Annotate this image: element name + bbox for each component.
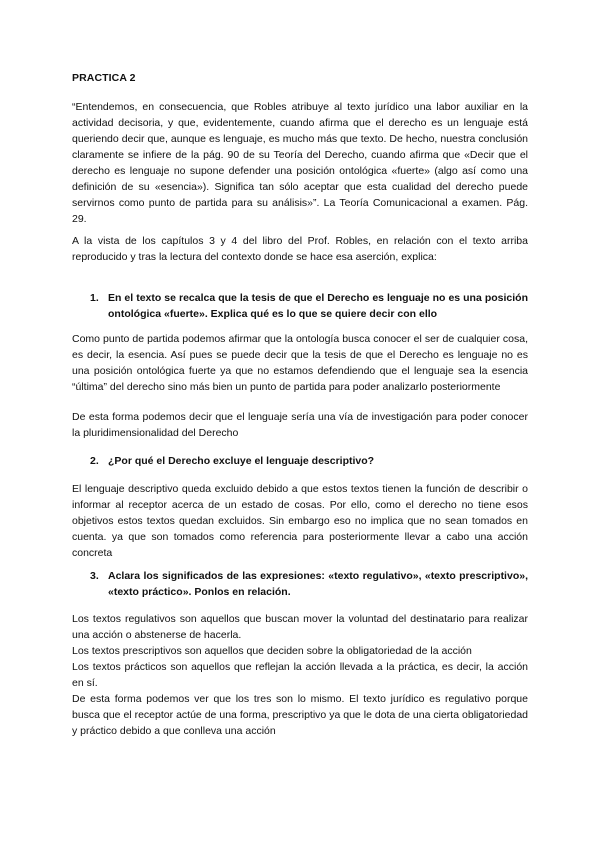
answer-1-paragraph-2: De esta forma podemos decir que el lenguaje sería una vía de investigación para poder conocer la pluridimensionalidad del Derecho xyxy=(72,411,528,439)
question-1 xyxy=(90,290,528,322)
answer-3-paragraph-4: De esta forma podemos ver que los tres son lo mismo. El texto jurídico es regulativo porque busca que el receptor actúe de una forma, prescriptivo ya que le dota de una cierta obligatoriedad y práctico debido a que conlleva una acción xyxy=(72,693,528,737)
question-number: 1. xyxy=(90,292,99,304)
intro-instruction: A la vista de los capítulos 3 y 4 del libro del Prof. Robles, en relación con el texto arriba reproducido y tras la lectura del contexto donde se hace esa aserción, explica: xyxy=(72,235,528,263)
question-text: ¿Por qué el Derecho excluye el lenguaje descriptivo? xyxy=(108,455,375,467)
question-2 xyxy=(90,453,528,469)
answer-2-paragraph-1: El lenguaje descriptivo queda excluido debido a que estos textos tienen la función de describir o informar al receptor acerca de un estado de cosas. Por ello, como el derecho no tiene esos objetivos estos textos quedan excluidos. Sin embargo eso no implica que no sean tomados en cuenta. ya que son tomados como referencia para posteriormente llevar a cabo una acción concreta xyxy=(72,483,528,559)
question-text: Aclara los significados de las expresiones: «texto regulativo», «texto prescriptivo», «texto práctico». Ponlos en relación. xyxy=(108,570,528,598)
answer-3-paragraph-1: Los textos regulativos son aquellos que buscan mover la voluntad del destinatario para realizar una acción o abstenerse de hacerla. xyxy=(72,613,528,641)
answer-3-paragraph-3: Los textos prácticos son aquellos que reflejan la acción llevada a la práctica, es decir, la acción en sí. xyxy=(72,661,528,689)
question-text: En el texto se recalca que la tesis de que el Derecho es lenguaje no es una posición ontológica «fuerte». Explica qué es lo que se quiere decir con ello xyxy=(108,292,528,320)
intro-quote: “Entendemos, en consecuencia, que Robles atribuye al texto jurídico una labor auxiliar en la actividad decisoria, y que, evidentemente, cuando afirma que el derecho es un lenguaje está queriendo decir que, aunque es lenguaje, es mucho más que texto. De hecho, nuestra conclusión claramente se infiere de la pág. 90 de su Teoría del Derecho, cuando afirma que «Decir que el derecho es lenguaje no supone defender una posición ontológica «fuerte» (algo así como una definición de su «esencia»). Significa tan sólo aceptar que esta cualidad del derecho puede servirnos como punto de partida para su análisis»”. La Teoría Comunicacional a examen. Pág. 29. xyxy=(72,101,528,225)
page-title: PRACTICA 2 xyxy=(72,72,136,84)
question-number: 2. xyxy=(90,455,99,467)
question-number: 3. xyxy=(90,570,99,582)
answer-1-paragraph-1: Como punto de partida podemos afirmar que la ontología busca conocer el ser de cualquier cosa, es decir, la esencia. Así pues se puede decir que la tesis de que el Derecho es lenguaje no es una posición ontológica fuerte ya que no estamos defendiendo que el lenguaje sea la esencia “última” del derecho sino más bien un punto de partida para poder analizarlo posteriormente xyxy=(72,333,528,393)
answer-3-paragraph-2: Los textos prescriptivos son aquellos que deciden sobre la obligatoriedad de la acción xyxy=(72,645,472,657)
question-3 xyxy=(90,568,528,600)
